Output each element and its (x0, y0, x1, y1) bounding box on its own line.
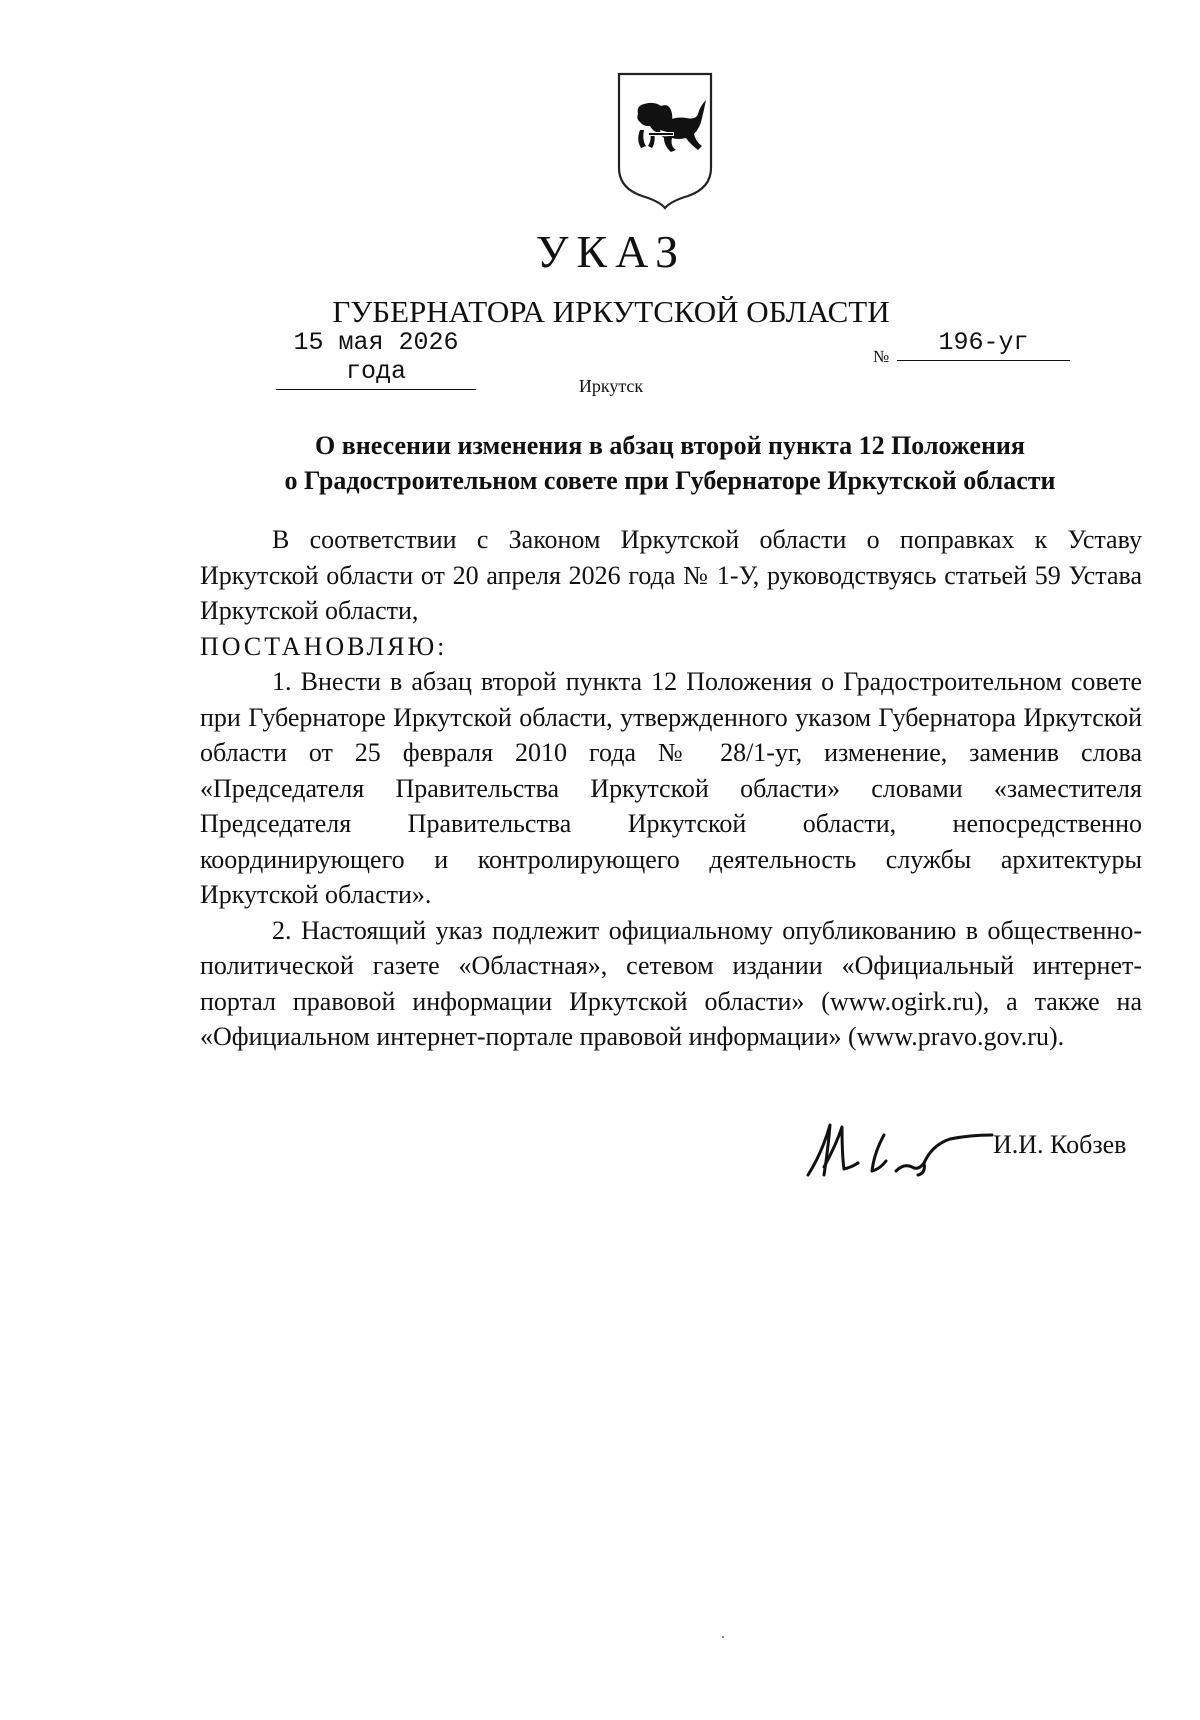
document-number: 196-уг (897, 328, 1070, 361)
item-2-paragraph: 2. Настоящий указ подлежит официальному опубликованию в общественно-политической газете «Областная», сетевом издании «Официальный интернет-портал правовой информации Иркутской области» (www.ogirk.ru), а также на «Официальном интернет-портале правовой информации» (www.pravo.gov.ru). (200, 915, 1142, 1051)
document-body (200, 522, 1142, 1055)
document-issuer: ГУБЕРНАТОРА ИРКУТСКОЙ ОБЛАСТИ (332, 294, 890, 329)
document-date: 15 мая 2026 года (276, 328, 476, 390)
issue-city: Иркутск (578, 376, 644, 396)
document-title: УКАЗ (535, 226, 687, 277)
decree-keyword: ПОСТАНОВЛЯЮ: (200, 631, 448, 661)
number-sign: № (873, 347, 890, 366)
heading-line-1: О внесении изменения в абзац второй пункта 12 Положения (315, 431, 1025, 460)
heading-line-2: о Градостроительном совете при Губернаторе Иркутской области (284, 466, 1056, 495)
coat-of-arms-icon (616, 70, 714, 210)
item-1-paragraph: 1. Внести в абзац второй пункта 12 Положения о Градостроительном совете при Губернаторе Иркутской области, утвержденного указом Губернатора Иркутской области от 25 февраля 2010 года № 28/1-уг, изменение, заменив слова «Председателя Правительства Иркутской области» словами «заместителя Председателя Правительства Иркутской области, непосредственно координирующего и контролирующего деятельность службы архитектуры Иркутской области». (200, 667, 1142, 909)
preamble-paragraph: В соответствии с Законом Иркутской области о поправках к Уставу Иркутской области от 20 апреля 2026 года № 1-У, руководствуясь статьей 59 Устава Иркутской области, (200, 525, 1142, 625)
handwritten-signature-icon (800, 1105, 1000, 1195)
document-heading (200, 428, 1140, 498)
signer-name: И.И. Кобзев (993, 1130, 1127, 1159)
scan-speck (722, 1636, 724, 1638)
